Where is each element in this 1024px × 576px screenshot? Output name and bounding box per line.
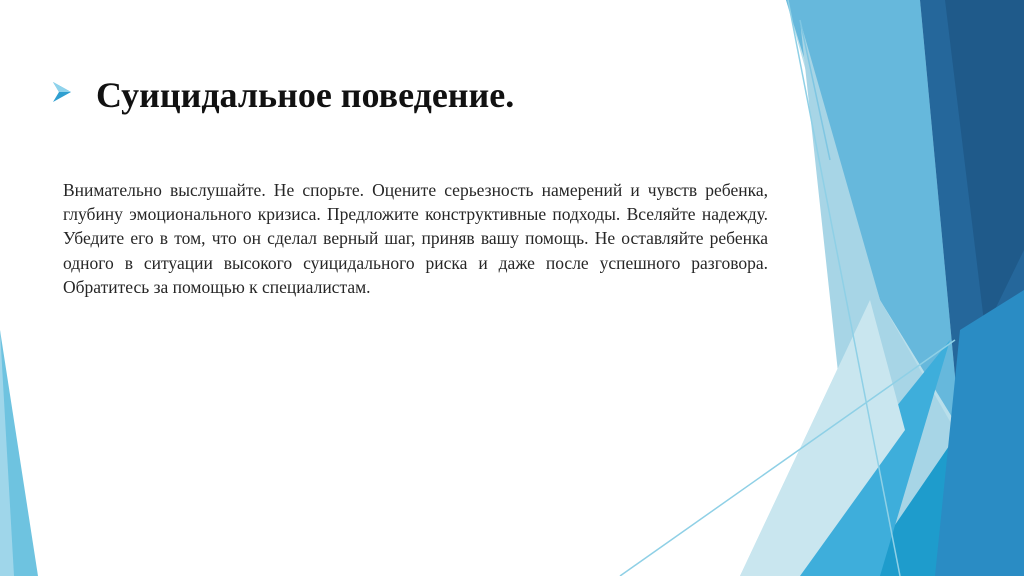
slide-body-text: Внимательно выслушайте. Не спорьте. Оцените серьезность намерений и чувств ребенка, глубину эмоционального кризиса. Предложите конструктивные подходы. Вселяйте надежду. Убедите его в том, что он сделал верный шаг, приняв вашу помощь. Не оставляйте ребенка одного в ситуации высокого суицидального риска и даже после успешного разговора. Обратитесь за помощью к специалистам. bbox=[63, 180, 768, 297]
slide-title: Суицидальное поведение. bbox=[96, 75, 515, 115]
chevron-right-icon bbox=[50, 80, 74, 104]
title-row bbox=[50, 70, 514, 120]
